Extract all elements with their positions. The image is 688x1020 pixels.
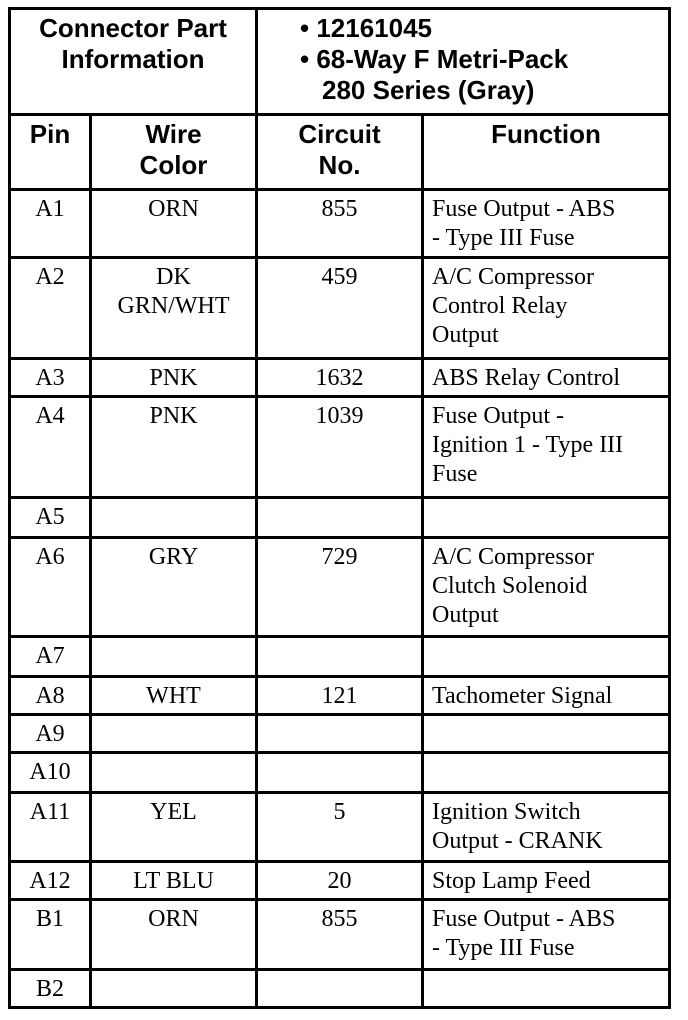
connector-part-label-line1: Connector Part [39,13,227,43]
pin-cell: A7 [10,637,91,677]
pin-cell: B1 [10,900,91,970]
wire-color-cell: YEL [91,793,257,862]
table-row [10,970,670,1008]
function-cell: Fuse Output - ABS - Type III Fuse [423,190,670,258]
table-row [10,900,670,970]
table-row [10,538,670,637]
circuit-cell [257,715,423,753]
table-row [10,637,670,677]
connector-part-label-line2: Information [61,44,205,74]
circuit-cell: 20 [257,862,423,900]
pin-cell: A1 [10,190,91,258]
wire-color-cell [91,498,257,538]
connector-part-info [257,9,670,115]
function-cell: Fuse Output - ABS - Type III Fuse [423,900,670,970]
circuit-cell: 855 [257,190,423,258]
wire-color-cell: PNK [91,359,257,397]
circuit-label-line1: Circuit [298,119,381,149]
table-row [10,793,670,862]
pin-cell: A12 [10,862,91,900]
table-row [10,677,670,715]
pin-cell: A11 [10,793,91,862]
function-column-header [423,115,670,190]
wire-color-cell [91,970,257,1008]
pin-cell: A3 [10,359,91,397]
wire-color-cell: ORN [91,190,257,258]
function-cell [423,753,670,793]
circuit-cell [257,498,423,538]
circuit-cell [257,637,423,677]
table-row [10,258,670,359]
circuit-cell: 121 [257,677,423,715]
wire-color-cell: GRY [91,538,257,637]
wire-color-column-header [91,115,257,190]
circuit-label-line2: No. [318,150,361,180]
column-header-row [10,115,670,190]
part-number: • 12161045 [300,13,433,43]
connector-table [8,7,671,1009]
function-cell: Tachometer Signal [423,677,670,715]
function-cell: A/C Compressor Clutch Solenoid Output [423,538,670,637]
pin-column-header [10,115,91,190]
table-row [10,715,670,753]
circuit-cell: 459 [257,258,423,359]
table-row [10,190,670,258]
circuit-cell: 1632 [257,359,423,397]
circuit-cell: 5 [257,793,423,862]
wire-color-cell [91,715,257,753]
pin-cell: B2 [10,970,91,1008]
wire-color-cell: ORN [91,900,257,970]
wire-color-cell: WHT [91,677,257,715]
function-cell: A/C Compressor Control Relay Output [423,258,670,359]
function-cell: ABS Relay Control [423,359,670,397]
circuit-cell [257,970,423,1008]
circuit-cell: 855 [257,900,423,970]
function-cell [423,715,670,753]
pin-cell: A8 [10,677,91,715]
pin-cell: A9 [10,715,91,753]
circuit-cell: 729 [257,538,423,637]
function-cell: Stop Lamp Feed [423,862,670,900]
wire-color-label-line1: Wire [145,119,202,149]
connector-series: 280 Series (Gray) [322,75,535,105]
wire-color-cell [91,753,257,793]
circuit-column-header [257,115,423,190]
circuit-cell [257,753,423,793]
function-cell [423,498,670,538]
function-cell: Fuse Output - Ignition 1 - Type III Fuse [423,397,670,498]
wire-color-label-line2: Color [139,150,208,180]
connector-part-label [10,9,257,115]
wire-color-cell: DK GRN/WHT [91,258,257,359]
pin-cell: A5 [10,498,91,538]
pin-cell: A4 [10,397,91,498]
table-row [10,498,670,538]
pin-cell: A6 [10,538,91,637]
function-cell [423,970,670,1008]
pin-cell: A2 [10,258,91,359]
function-cell [423,637,670,677]
wire-color-cell: PNK [91,397,257,498]
function-column-label: Function [491,119,601,149]
table-row [10,862,670,900]
table-row [10,753,670,793]
function-cell: Ignition Switch Output - CRANK [423,793,670,862]
table-row [10,359,670,397]
pin-column-label: Pin [29,119,71,149]
circuit-cell: 1039 [257,397,423,498]
connector-type: • 68-Way F Metri-Pack [300,44,569,74]
wire-color-cell [91,637,257,677]
connector-info-row [10,9,670,115]
wire-color-cell: LT BLU [91,862,257,900]
pin-cell: A10 [10,753,91,793]
table-row [10,397,670,498]
